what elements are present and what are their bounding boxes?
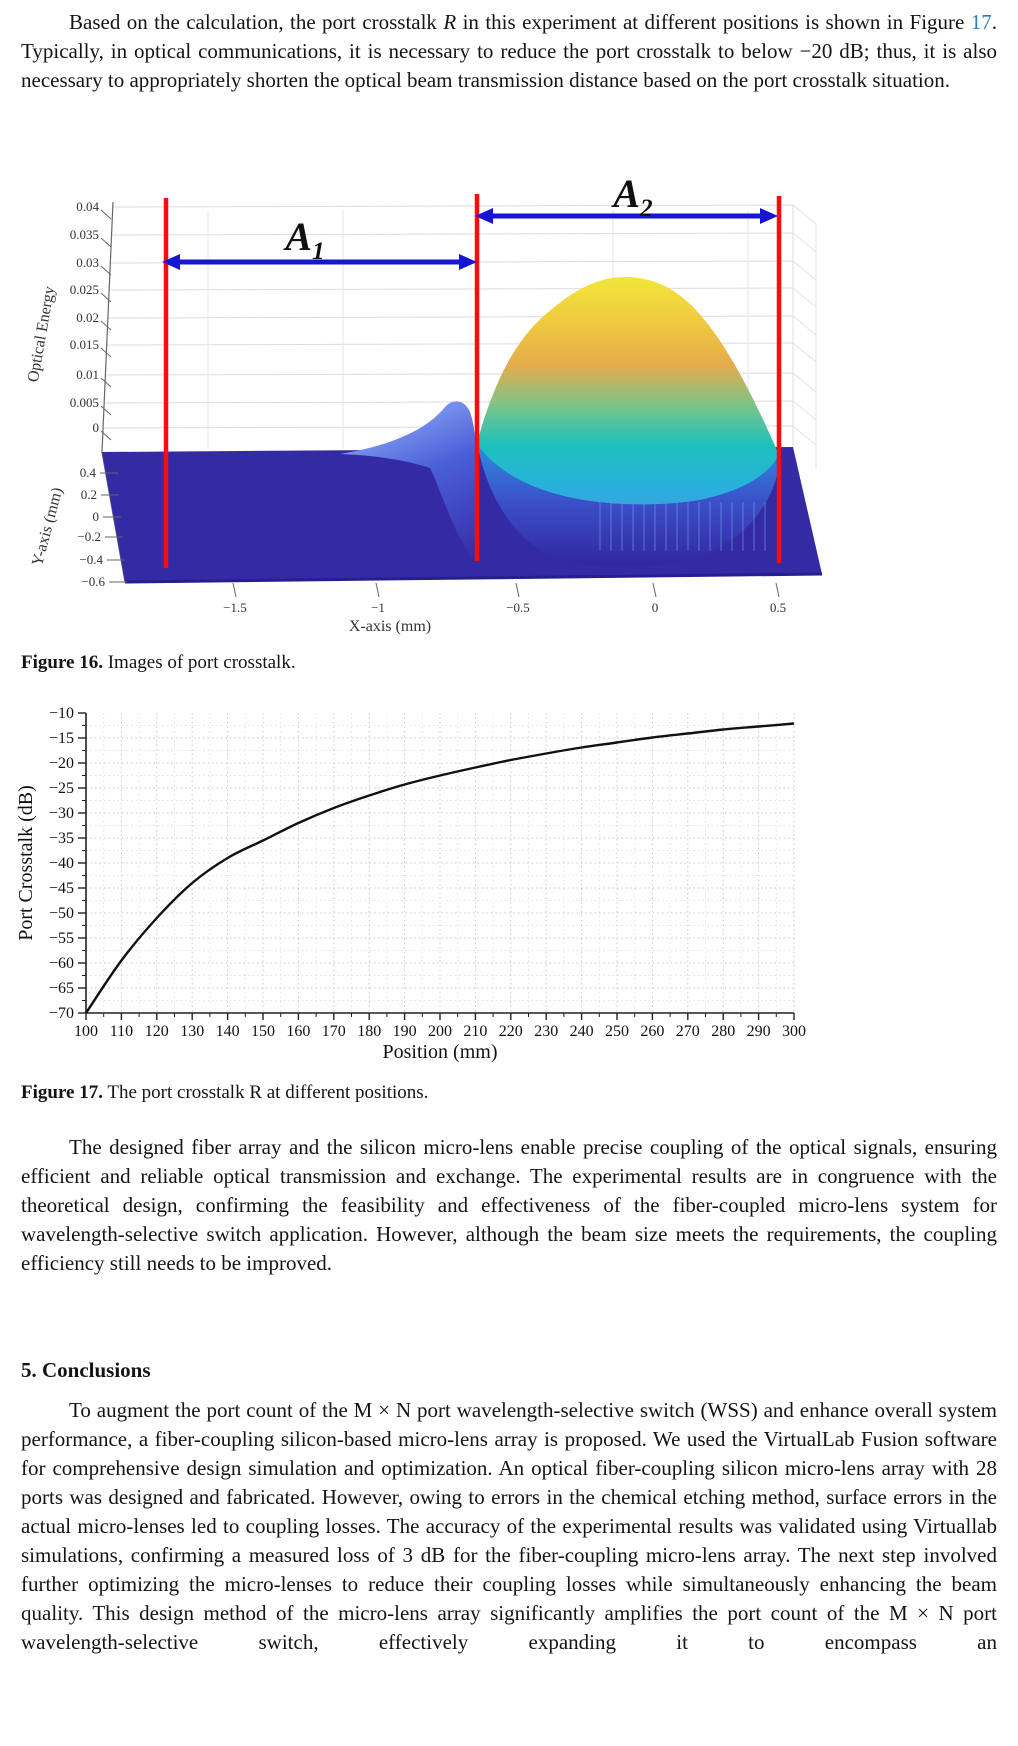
y-tick-label: −40 <box>48 855 74 872</box>
x-tick-mark <box>776 583 779 597</box>
section-heading-conclusions: 5. Conclusions <box>21 1358 151 1382</box>
right-wall-gridline <box>793 288 816 307</box>
right-wall-gridline <box>793 261 816 280</box>
figure-16-caption <box>21 652 997 674</box>
x-tick-label: 0.5 <box>769 600 787 615</box>
paragraph-intro <box>21 8 997 95</box>
back-wall-gridline <box>112 233 793 235</box>
x-tick-mark <box>653 583 656 597</box>
x-tick-label: 100 <box>74 1023 98 1040</box>
x-tick-label: 250 <box>605 1023 629 1040</box>
figure-16-caption-text: Images of port crosstalk. <box>102 652 296 673</box>
right-wall-gridline <box>793 401 816 420</box>
x-tick-label: 170 <box>321 1023 346 1040</box>
x-tick-label: 300 <box>782 1023 806 1040</box>
paragraph-discussion: The designed fiber array and the silicon micro-lens enable precise coupling of the optical signals, ensuring efficient and reliable optical transmission and exchange. The experimental results are in congruence with the theoretical design, confirming the feasibility and effectiveness of the fiber-coupled micro-lens system for wavelength-selective switch application. However, although the beam size meets the requirements, the coupling efficiency still needs to be improved. <box>21 1135 997 1275</box>
x-tick-mark <box>376 583 379 597</box>
z-tick-label: 0.03 <box>76 255 99 270</box>
x-tick-label: 200 <box>428 1023 452 1040</box>
x-tick-label: 220 <box>498 1023 523 1040</box>
figure-17 <box>0 698 1018 1066</box>
x-tick-label: 110 <box>109 1023 134 1040</box>
z-tick-label: 0.04 <box>76 199 99 214</box>
figure-17-caption-label: Figure 17. <box>21 1082 103 1103</box>
x-tick-label: 150 <box>251 1023 275 1040</box>
figure-17-caption-text: The port crosstalk R at different positions. <box>102 1082 429 1103</box>
z-axis-title: Optical Energy <box>24 284 59 384</box>
x-tick-label: −1.5 <box>223 600 247 615</box>
right-wall-gridline <box>793 343 816 362</box>
x-tick-label: 180 <box>357 1023 382 1040</box>
z-tick-mark <box>101 210 111 219</box>
y-tick-label: 0 <box>92 509 99 524</box>
z-tick-mark <box>101 238 111 247</box>
z-tick-mark <box>101 406 111 415</box>
y-tick-label: 0.2 <box>80 487 97 502</box>
right-wall-gridline <box>793 233 816 252</box>
z-tick-mark <box>101 378 111 387</box>
z-tick-label: 0.015 <box>69 337 99 352</box>
z-tick-label: 0 <box>92 420 99 435</box>
y-tick-label: −45 <box>48 880 74 897</box>
x-tick-label: 280 <box>711 1023 736 1040</box>
intro-text-3: . Typically, in optical communications, it is necessary to reduce the port crosstalk to below −20 dB; thus, it is also necessary to appropriately shorten the optical beam transmission distance based on the port crosstalk situation. <box>21 10 998 92</box>
axes <box>78 713 794 1020</box>
a1-label: $A_1$ <box>285 214 325 265</box>
x-tick-label: 270 <box>675 1023 700 1040</box>
y-axis-title: Y-axis (mm) <box>29 485 67 568</box>
z-tick-label: 0.02 <box>76 310 99 325</box>
z-tick-mark <box>101 321 111 330</box>
figure-17-link[interactable]: 17 <box>970 10 992 34</box>
intro-text-2: in this experiment at different positions is shown in Figure <box>456 10 971 34</box>
right-wall-gridline <box>793 316 816 335</box>
y-tick-label: 0.4 <box>79 465 96 480</box>
x-tick-label: −1 <box>371 600 385 615</box>
back-wall-gridline <box>113 205 793 207</box>
y-tick-label: −30 <box>48 805 74 822</box>
x-tick-mark <box>233 583 236 597</box>
right-wall-gridline <box>793 205 816 224</box>
x-tick-label: 240 <box>569 1023 594 1040</box>
x-tick-mark <box>516 583 519 597</box>
intro-italic-r: R <box>443 10 457 34</box>
y-tick-label: −15 <box>48 730 74 747</box>
x-tick-label: 130 <box>180 1023 205 1040</box>
y-tick-label: −65 <box>48 980 74 997</box>
tick-labels <box>49 705 806 1040</box>
y-tick-label: −55 <box>48 930 74 947</box>
y-tick-label: −20 <box>48 755 74 772</box>
y-axis-title: Port Crosstalk (dB) <box>15 785 37 941</box>
y-tick-label: −70 <box>48 1005 74 1022</box>
back-wall-gridline <box>109 288 793 290</box>
x-tick-label: 260 <box>640 1023 665 1040</box>
x-tick-label: 140 <box>215 1023 240 1040</box>
figure-17-caption <box>21 1082 997 1104</box>
y-tick-label: −35 <box>48 830 74 847</box>
grid-lines <box>86 713 794 1013</box>
x-tick-label: 210 <box>463 1023 488 1040</box>
x-tick-label: 190 <box>392 1023 417 1040</box>
y-tick-label: −10 <box>48 705 74 722</box>
figure-16-plot <box>0 150 1018 650</box>
x-tick-label: 0 <box>651 600 659 615</box>
right-wall-gridline <box>793 373 816 392</box>
x-axis-title: Position (mm) <box>382 1041 498 1063</box>
y-tick-label: −0.4 <box>79 552 103 567</box>
x-tick-label: 290 <box>746 1023 771 1040</box>
y-tick-label: −0.6 <box>81 574 105 589</box>
x-tick-label: 160 <box>286 1023 311 1040</box>
gaussian-beam-dome <box>477 277 779 504</box>
y-tick-label: −25 <box>48 780 74 797</box>
paragraph-conclusion: To augment the port count of the M × N port wavelength-selective switch (WSS) and enhance overall system performance, a fiber-coupling silicon-based micro-lens array is proposed. We used the VirtualLab Fusion software for comprehensive design simulation and optimization. An optical fiber-coupling silicon micro-lens array with 28 ports was designed and fabricated. However, owing to errors in the chemical etching method, surface errors in the actual micro-lenses led to coupling losses. The accuracy of the experimental results was validated using Virtuallab simulations, confirming a measured loss of 3 dB for the fiber-coupling micro-lens array. The next step involved further optimizing the micro-lenses to reduce their coupling losses while simultaneously enhancing the beam quality. This design method of the micro-lens array significantly amplifies the port count of the M × N port wavelength-selective switch, effectively expanding it to encompass an <box>21 1398 997 1654</box>
a2-label: $A_2$ <box>613 171 653 222</box>
z-tick-label: 0.005 <box>69 395 99 410</box>
x-tick-label: −0.5 <box>506 600 530 615</box>
figure-17-plot <box>0 698 1018 1066</box>
x-axis-title: X-axis (mm) <box>348 618 432 635</box>
intro-text-1: Based on the calculation, the port crosstalk <box>69 10 444 34</box>
y-tick-label: −50 <box>48 905 74 922</box>
figure-16-caption-label: Figure 16. <box>21 652 103 673</box>
z-tick-label: 0.01 <box>76 367 99 382</box>
y-tick-label: −0.2 <box>77 529 101 544</box>
x-tick-label: 230 <box>534 1023 559 1040</box>
z-tick-label: 0.035 <box>69 227 99 242</box>
z-tick-label: 0.025 <box>69 282 99 297</box>
right-wall-gridline <box>793 426 816 445</box>
x-tick-label: 120 <box>144 1023 169 1040</box>
y-tick-label: −60 <box>48 955 74 972</box>
figure-16 <box>0 150 1018 650</box>
